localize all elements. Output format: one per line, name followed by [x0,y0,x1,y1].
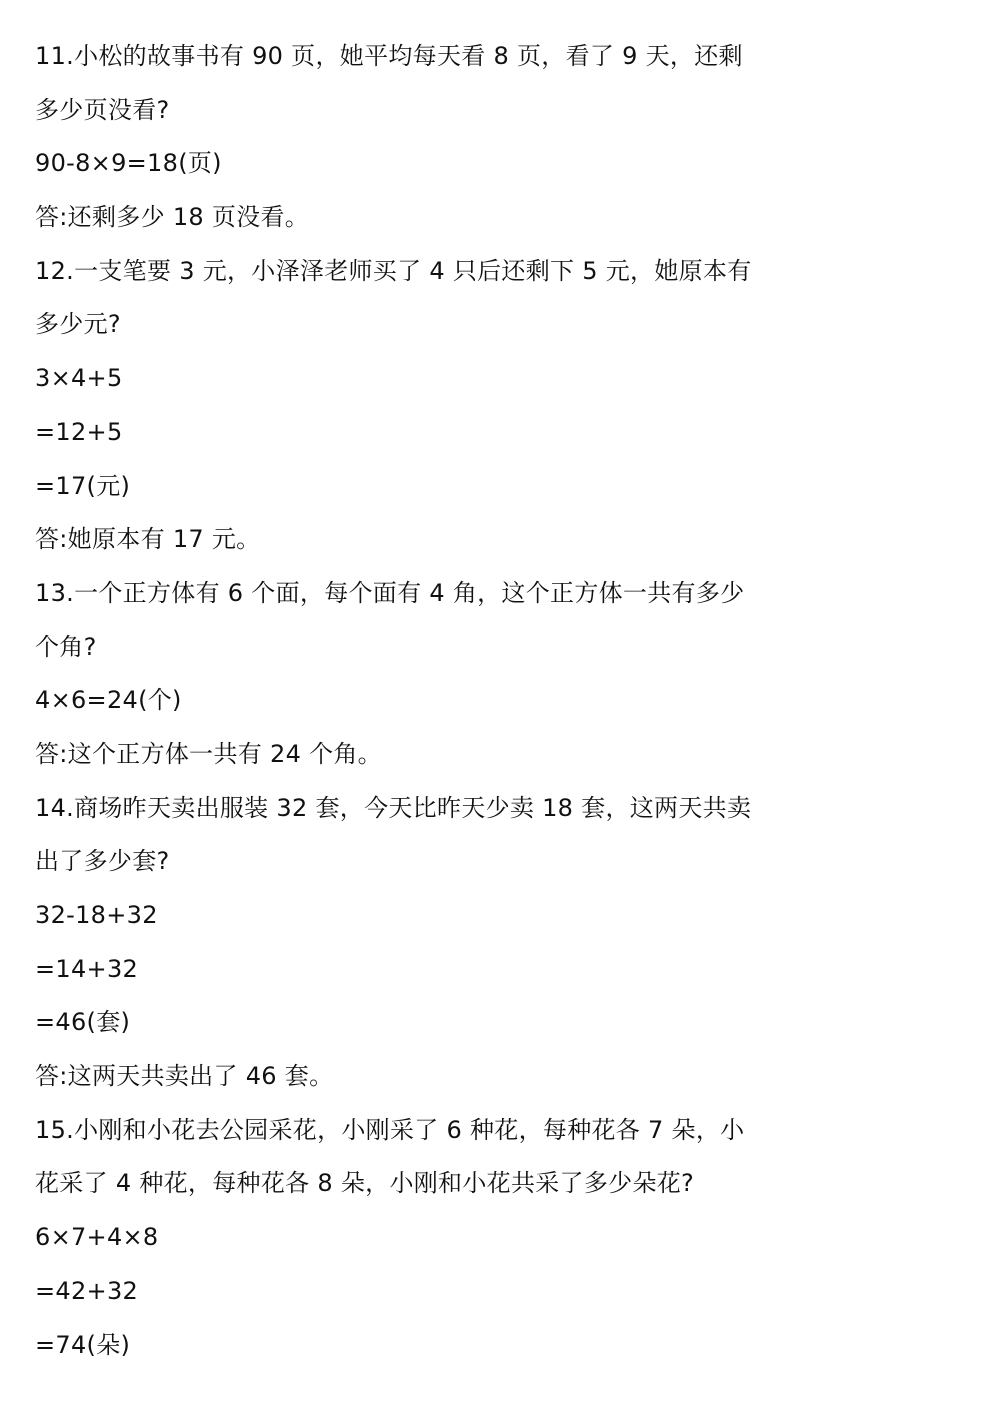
problem-11-equation: 90-8×9=18(页) [35,149,222,178]
problem-15-question-line-1: 15.小刚和小花去公园采花，小刚采了 6 种花，每种花各 7 朵，小 [35,1115,745,1144]
problem-12-answer: 答:她原本有 17 元。 [35,525,261,554]
problem-12-equation-step-1: 3×4+5 [35,364,123,393]
problem-14-equation-step-3: =46(套) [35,1008,131,1037]
problem-12-question-line-1: 12.一支笔要 3 元，小泽泽老师买了 4 只后还剩下 5 元，她原本有 [35,256,752,285]
problem-13-answer: 答:这个正方体一共有 24 个角。 [35,739,382,768]
worksheet-page [0,30,992,1372]
problem-11-answer: 答:还剩多少 18 页没看。 [35,203,310,232]
problem-14-question-line-2: 出了多少套? [35,847,170,876]
problem-15-question-line-2: 花采了 4 种花，每种花各 8 朵，小刚和小花共采了多少朵花? [35,1169,695,1198]
problem-13-equation: 4×6=24(个) [35,686,182,715]
problem-13-question-line-2: 个角? [35,632,97,661]
problem-15-equation-step-2: =42+32 [35,1276,139,1305]
problem-12-question-line-2: 多少元? [35,310,121,339]
problem-11-question-line-1: 11.小松的故事书有 90 页，她平均每天看 8 页，看了 9 天，还剩 [35,42,743,70]
problem-15-equation-step-1: 6×7+4×8 [35,1223,159,1252]
problem-15-equation-step-3: =74(朵) [35,1330,131,1359]
problem-14-equation-step-1: 32-18+32 [35,901,158,929]
problem-13-question-line-1: 13.一个正方体有 6 个面，每个面有 4 角，这个正方体一共有多少 [35,578,745,607]
problem-11-question-line-2: 多少页没看? [35,95,170,124]
problem-14-equation-step-2: =14+32 [35,954,139,983]
problem-12-equation-step-2: =12+5 [35,417,123,446]
problem-14-question-line-1: 14.商场昨天卖出服装 32 套，今天比昨天少卖 18 套，这两天共卖 [35,793,752,822]
problem-12-equation-step-3: =17(元) [35,471,131,500]
problem-14-answer: 答:这两天共卖出了 46 套。 [35,1062,334,1091]
